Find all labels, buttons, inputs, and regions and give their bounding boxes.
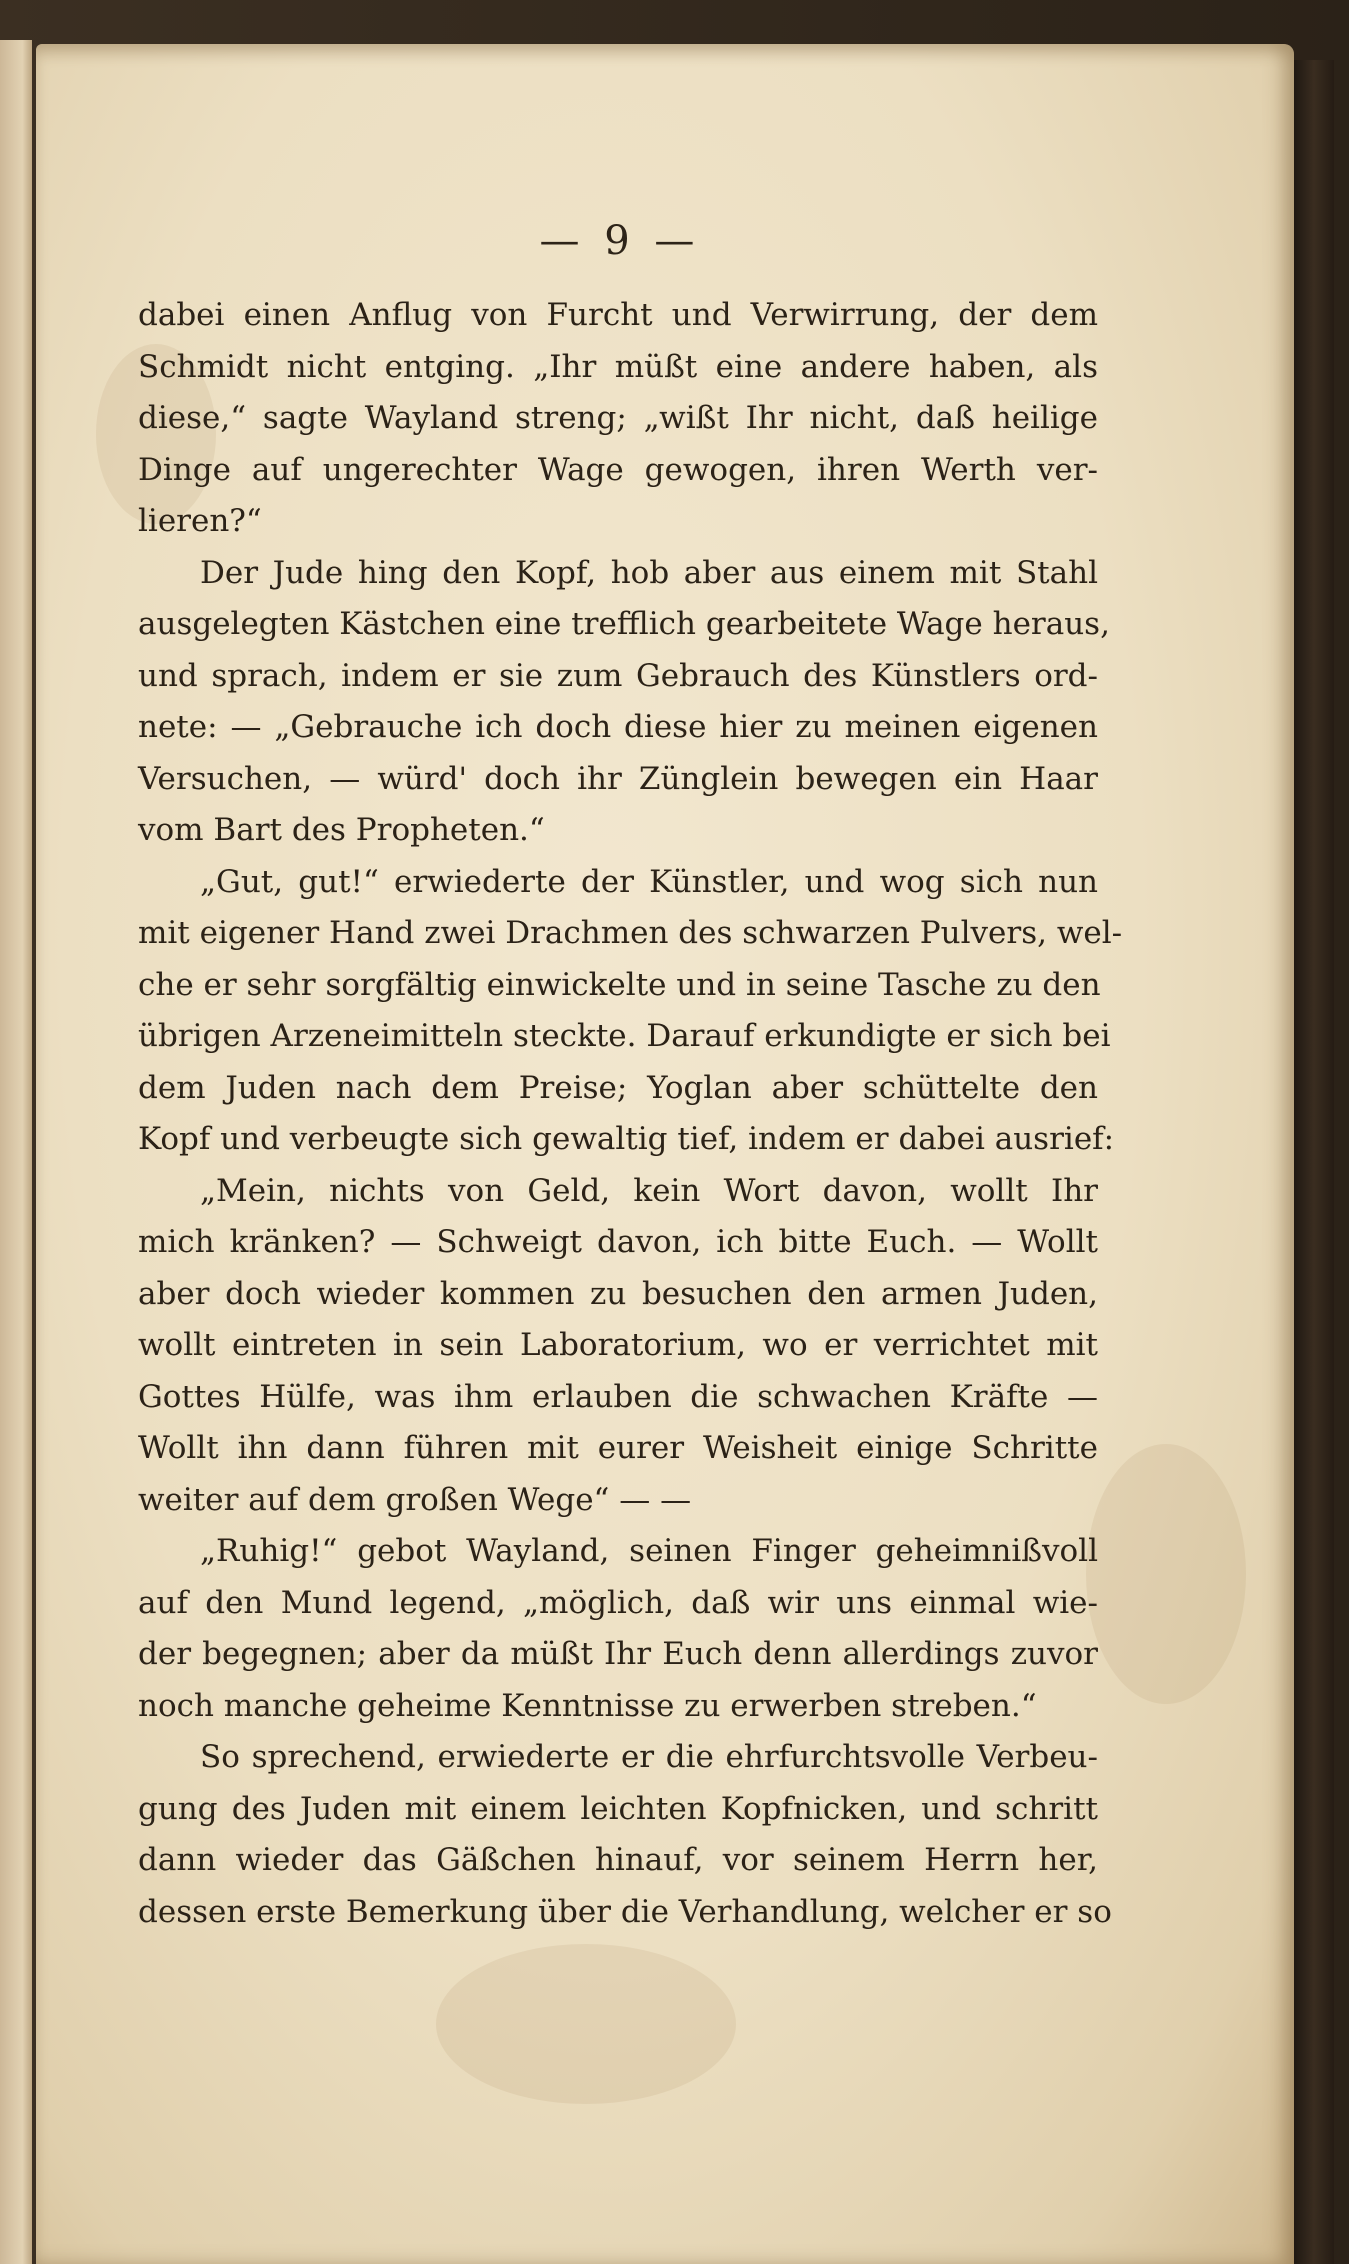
text-line: der begegnen; aber da müßt Ihr Euch denn allerdings zuvor [138, 1636, 1098, 1672]
text-line: diese,“ sagte Wayland streng; „wißt Ihr nicht, daß heilige [138, 400, 1098, 436]
text-line: dessen erste Bemerkung über die Verhandlung, welcher er so [138, 1893, 1112, 1930]
text-line: noch manche geheime Kenntnisse zu erwerben streben.“ [138, 1687, 1037, 1724]
text-line: weiter auf dem großen Wege“ — — [138, 1481, 692, 1518]
text-line: Gottes Hülfe, was ihm erlauben die schwachen Kräfte — [138, 1378, 1098, 1415]
body-text [138, 290, 1123, 1938]
text-line: vom Bart des Propheten.“ [138, 812, 545, 848]
text-line: wollt eintreten in sein Laboratorium, wo er verrichtet mit [138, 1327, 1098, 1363]
text-line: Wollt ihn dann führen mit eurer Weisheit einige Schritte [138, 1430, 1098, 1466]
text-line: dann wieder das Gäßchen hinauf, vor seinem Herrn her, [138, 1842, 1098, 1878]
previous-page-edge [0, 40, 32, 2264]
page-number: — 9 — [539, 218, 701, 264]
text-line: auf den Mund legend, „möglich, daß wir uns einmal wie- [138, 1584, 1098, 1621]
text-line: „Gut, gut!“ erwiederte der Künstler, und wog sich nun [200, 863, 1098, 900]
text-line: Der Jude hing den Kopf, hob aber aus einem mit Stahl [200, 554, 1098, 591]
text-line: „Mein, nichts von Geld, kein Wort davon, wollt Ihr [200, 1172, 1098, 1209]
text-line: Schmidt nicht entging. „Ihr müßt eine andere haben, als [138, 348, 1098, 385]
text-line: dem Juden nach dem Preise; Yoglan aber schüttelte den [138, 1069, 1098, 1106]
text-line: und sprach, indem er sie zum Gebrauch des Künstlers ord- [138, 657, 1098, 694]
text-line: mich kränken? — Schweigt davon, ich bitte Euch. — Wollt [138, 1224, 1098, 1260]
text-line: dabei einen Anflug von Furcht und Verwirrung, der dem [138, 297, 1098, 333]
text-line: gung des Juden mit einem leichten Kopfnicken, und schritt [138, 1790, 1098, 1827]
text-line: übrigen Arzeneimitteln steckte. Darauf erkundigte er sich bei [138, 1018, 1111, 1054]
paper-stain [1086, 1444, 1246, 1704]
text-line: Versuchen, — würd' doch ihr Zünglein bewegen ein Haar [138, 760, 1098, 797]
text-line: ausgelegten Kästchen eine trefflich gearbeitete Wage heraus, [138, 606, 1110, 642]
text-line: lieren?“ [138, 503, 262, 539]
text-line: Dinge auf ungerechter Wage gewogen, ihren Werth ver- [138, 451, 1098, 488]
text-line: So sprechend, erwiederte er die ehrfurchtsvolle Verbeu- [200, 1739, 1098, 1775]
text-line: aber doch wieder kommen zu besuchen den armen Juden, [138, 1275, 1098, 1312]
book-spine-edge [1294, 60, 1334, 2264]
paper-stain [436, 1944, 736, 2104]
text-line: nete: — „Gebrauche ich doch diese hier zu meinen eigenen [138, 709, 1098, 745]
text-line: Kopf und verbeugte sich gewaltig tief, indem er dabei ausrief: [138, 1121, 1115, 1157]
text-line: mit eigener Hand zwei Drachmen des schwarzen Pulvers, wel- [138, 915, 1123, 951]
text-line: „Ruhig!“ gebot Wayland, seinen Finger geheimnißvoll [200, 1533, 1098, 1569]
text-line: che er sehr sorgfältig einwickelte und in seine Tasche zu den [138, 966, 1101, 1003]
